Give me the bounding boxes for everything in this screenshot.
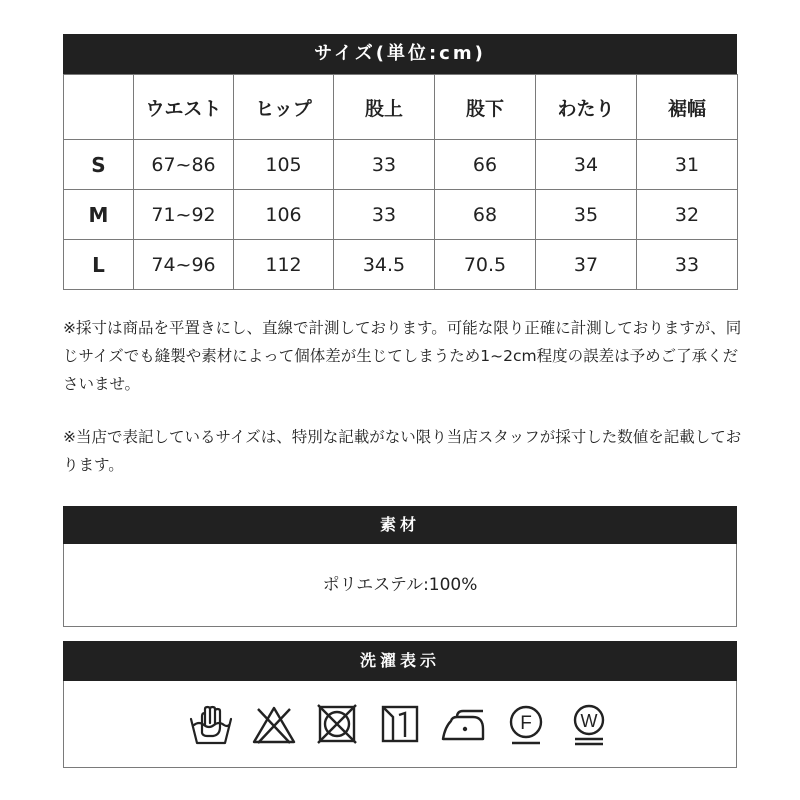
column-header-rise: 股上 xyxy=(334,75,435,140)
table-cell: 106 xyxy=(234,190,334,240)
dry-clean-f-icon xyxy=(502,703,550,747)
column-header-waist: ウエスト xyxy=(134,75,234,140)
table-cell: 34.5 xyxy=(334,240,435,290)
size-table xyxy=(63,74,738,290)
table-cell: 33 xyxy=(334,140,435,190)
table-cell: 67~86 xyxy=(134,140,234,190)
table-cell: 71~92 xyxy=(134,190,234,240)
table-cell: 37 xyxy=(536,240,637,290)
table-cell: 74~96 xyxy=(134,240,234,290)
table-cell: 112 xyxy=(234,240,334,290)
no-tumble-dry-icon xyxy=(313,703,361,747)
table-cell: 33 xyxy=(334,190,435,240)
material-title: 素材 xyxy=(63,506,737,544)
size-table-title: サイズ(単位:cm) xyxy=(63,34,737,74)
table-cell: 70.5 xyxy=(435,240,536,290)
no-bleach-icon xyxy=(250,703,298,747)
table-cell: 32 xyxy=(637,190,738,240)
table-cell: 105 xyxy=(234,140,334,190)
size-label: L xyxy=(64,240,134,290)
column-header-hem: 裾幅 xyxy=(637,75,738,140)
table-cell: 66 xyxy=(435,140,536,190)
column-header-thigh: わたり xyxy=(536,75,637,140)
care-title: 洗濯表示 xyxy=(63,641,737,681)
size-label: M xyxy=(64,190,134,240)
size-table-header-row xyxy=(64,75,738,140)
wet-clean-w-icon xyxy=(565,703,613,747)
column-header-hip: ヒップ xyxy=(234,75,334,140)
table-cell: 68 xyxy=(435,190,536,240)
hand-wash-icon xyxy=(187,703,235,747)
table-row xyxy=(64,140,738,190)
measurement-note: ※採寸は商品を平置きにし、直線で計測しております。可能な限り正確に計測しておりますが、同じサイズでも縫製や素材によって個体差が生じてしまうため1~2cm程度の誤差は予めご了承くださいませ。 xyxy=(63,319,742,393)
table-row xyxy=(64,240,738,290)
column-header-empty xyxy=(64,75,134,140)
material-value: ポリエステル:100% xyxy=(322,575,478,595)
table-cell: 34 xyxy=(536,140,637,190)
material-box xyxy=(63,544,737,627)
column-header-inseam: 股下 xyxy=(435,75,536,140)
table-row xyxy=(64,190,738,240)
table-cell: 33 xyxy=(637,240,738,290)
staff-measurement-note: ※当店で表記しているサイズは、特別な記載がない限り当店スタッフが採寸した数値を記載しております。 xyxy=(63,428,742,474)
wet-clean-letter: W xyxy=(580,711,598,731)
care-icons-row xyxy=(64,703,736,747)
table-cell: 35 xyxy=(536,190,637,240)
size-label: S xyxy=(64,140,134,190)
table-cell: 31 xyxy=(637,140,738,190)
iron-low-icon xyxy=(439,703,487,747)
dry-clean-letter: F xyxy=(520,713,532,734)
care-symbols-box xyxy=(63,681,737,768)
line-dry-shade-icon xyxy=(376,703,424,747)
